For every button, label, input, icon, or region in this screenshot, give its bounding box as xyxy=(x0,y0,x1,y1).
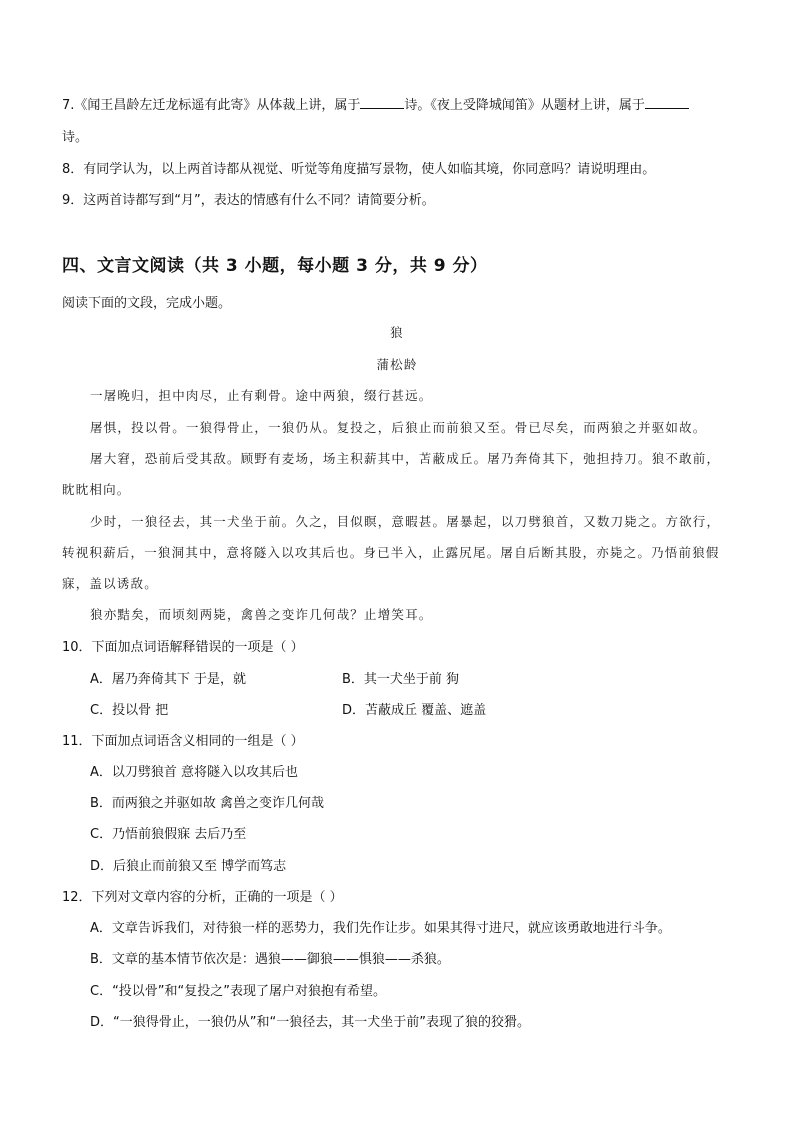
answer-blank-1[interactable] xyxy=(360,98,404,109)
question-7-part1: 7.《闻王昌龄左迁龙标遥有此寄》从体裁上讲，属于 xyxy=(62,98,361,113)
option-a[interactable]: A．以刀劈狼首 意将隧入以攻其后也 xyxy=(90,765,299,780)
passage-author: 蒲松龄 xyxy=(376,357,418,372)
option-a[interactable]: A．屠乃奔倚其下 于是，就 xyxy=(90,672,247,687)
passage-line: 一屠晚归，担中肉尽，止有剩骨。途中两狼，缀行甚远。 xyxy=(90,388,433,403)
option-d[interactable]: D．“一狼得骨止，一狼仍从”和“一狼径去，其一犬坐于前”表现了狼的狡猾。 xyxy=(90,1015,530,1030)
option-c[interactable]: C．乃悟前狼假寐 去后乃至 xyxy=(90,827,247,842)
passage-line: 狼亦黠矣，而顷刻两毙，禽兽之变诈几何哉？止增笑耳。 xyxy=(90,607,433,622)
option-a[interactable]: A．文章告诉我们，对待狼一样的恶势力，我们先作让步。如果其得寸进尺，就应该勇敢地进行斗争。 xyxy=(90,921,671,936)
passage-line: 眈眈相向。 xyxy=(62,482,131,497)
option-c[interactable]: C．“投以骨”和“复投之”表现了屠户对狼抱有希望。 xyxy=(90,984,387,999)
option-b[interactable]: B．文章的基本情节依次是：遇狼——御狼——惧狼——杀狼。 xyxy=(90,952,450,967)
instruction-text: 阅读下面的文段，完成小题。 xyxy=(62,296,232,311)
answer-blank-2[interactable] xyxy=(645,98,689,109)
option-b[interactable]: B．而两狼之并驱如故 禽兽之变诈几何哉 xyxy=(90,796,325,811)
question-12: 12．下列对文章内容的分析，正确的一项是（ ） xyxy=(62,890,343,905)
passage-line: 屠大窘，恐前后受其敌。顾野有麦场，场主积薪其中，苫蔽成丘。屠乃奔倚其下，弛担持刀。狼不敢前， xyxy=(90,451,721,466)
section-heading: 四、文言文阅读（共 3 小题，每小题 3 分，共 9 分） xyxy=(62,256,488,276)
option-c[interactable]: C．投以骨 把 xyxy=(90,703,169,718)
passage-line: 寐，盖以诱敌。 xyxy=(62,576,158,591)
question-7-part2: 诗。《夜上受降城闻笛》从题材上讲，属于 xyxy=(404,98,645,113)
passage-line: 转视积薪后，一狼洞其中，意将隧入以攻其后也。身已半入，止露尻尾。屠自后断其股，亦毙之。乃悟前狼假 xyxy=(62,545,720,560)
question-7 xyxy=(62,94,689,113)
option-d[interactable]: D．后狼止而前狼又至 博学而笃志 xyxy=(90,859,287,874)
question-9: 9．这两首诗都写到“月”，表达的情感有什么不同？请简要分析。 xyxy=(62,193,435,208)
passage-title: 狼 xyxy=(390,325,404,340)
question-8: 8．有同学认为，以上两首诗都从视觉、听觉等角度描写景物，使人如临其境，你同意吗？请说明理由。 xyxy=(62,162,656,177)
passage-line: 屠惧，投以骨。一狼得骨止，一狼仍从。复投之，后狼止而前狼又至。骨已尽矣，而两狼之并驱如故。 xyxy=(90,420,707,435)
question-7-end: 诗。 xyxy=(62,130,89,145)
question-10: 10．下面加点词语解释错误的一项是（ ） xyxy=(62,640,304,655)
option-d[interactable]: D．苫蔽成丘 覆盖、遮盖 xyxy=(342,703,487,718)
option-b[interactable]: B．其一犬坐于前 狗 xyxy=(342,672,460,687)
question-11: 11．下面加点词语含义相同的一组是（ ） xyxy=(62,734,304,749)
passage-line: 少时，一狼径去，其一犬坐于前。久之，目似瞑，意暇甚。屠暴起，以刀劈狼首，又数刀毙之。方欲行， xyxy=(90,514,721,529)
